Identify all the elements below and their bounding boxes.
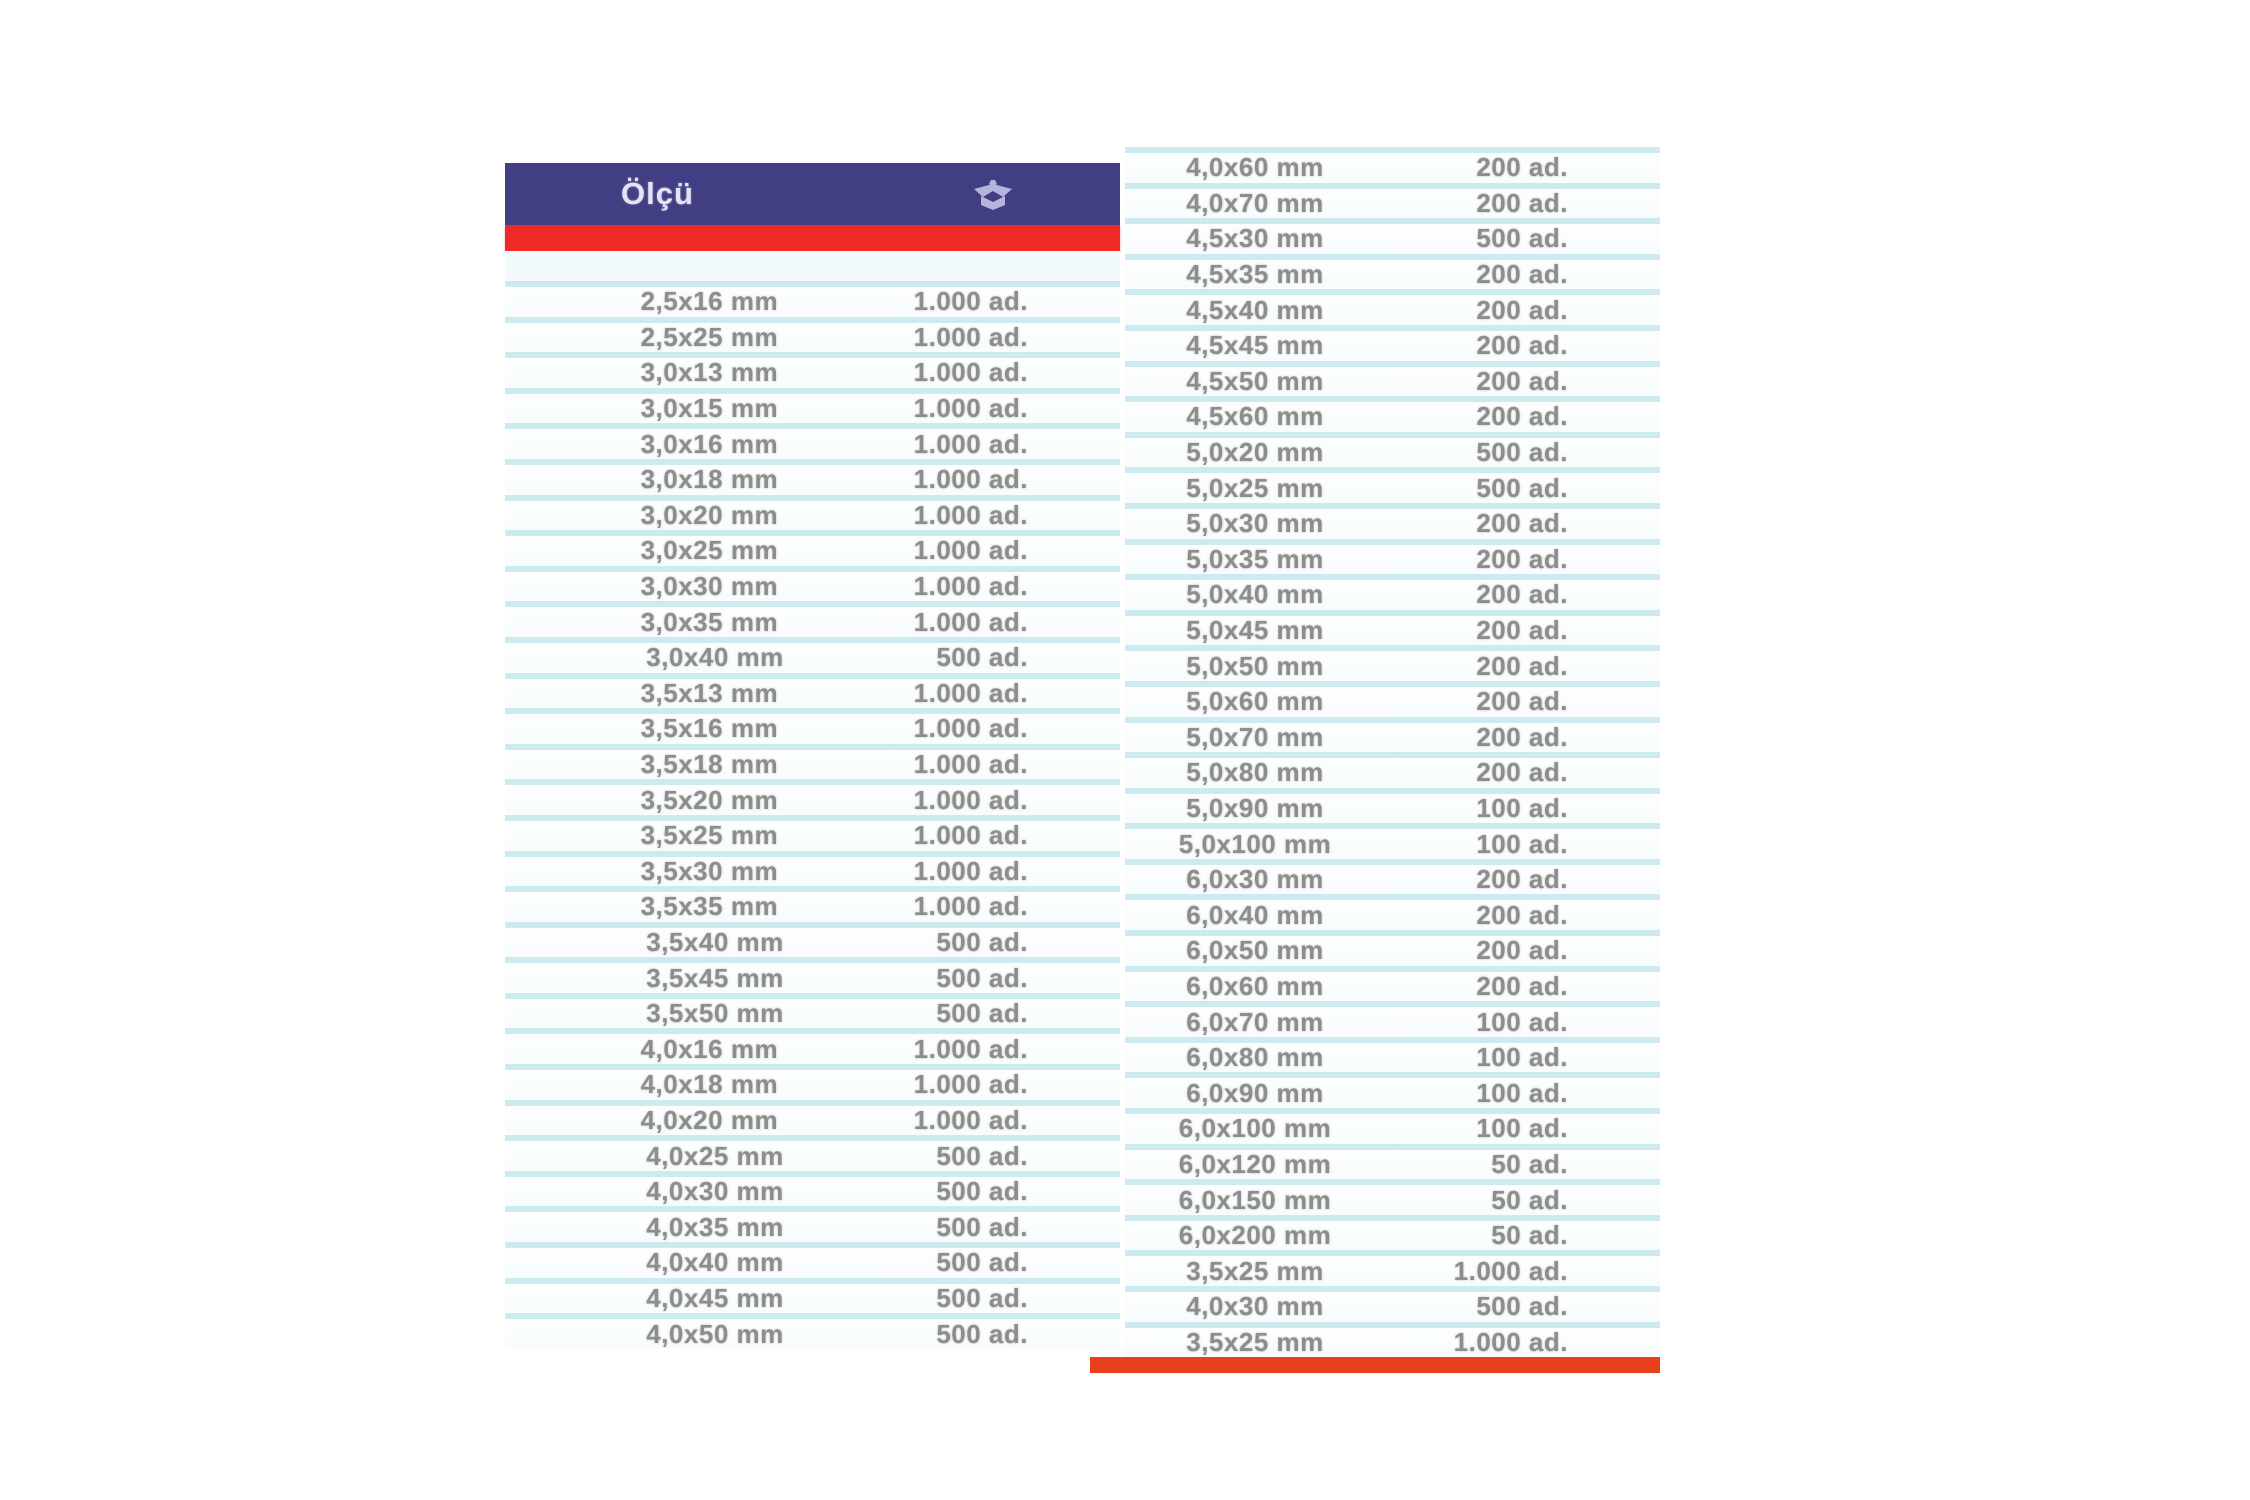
size-cell: 5,0x100 mm	[1178, 828, 1332, 859]
qty-cell: 1.000 ad.	[913, 535, 1028, 566]
table-row	[1125, 717, 1660, 753]
table-row	[505, 957, 1120, 993]
size-cell: 5,0x25 mm	[1186, 472, 1324, 503]
table-row	[1125, 361, 1660, 397]
table-row	[1125, 467, 1660, 503]
size-cell: 6,0x80 mm	[1186, 1042, 1324, 1073]
table-row	[1125, 1322, 1660, 1358]
qty-cell: 100 ad.	[1476, 1042, 1568, 1073]
size-cell: 3,5x25 mm	[1186, 1255, 1324, 1286]
bottom-accent-stripe	[1090, 1357, 1660, 1373]
size-cell: 3,0x15 mm	[640, 393, 779, 424]
qty-cell: 200 ad.	[1476, 650, 1568, 681]
table-row	[1125, 1001, 1660, 1037]
qty-cell: 200 ad.	[1476, 187, 1568, 218]
size-cell: 3,5x13 mm	[640, 677, 779, 708]
qty-cell: 200 ad.	[1476, 294, 1568, 325]
qty-cell: 200 ad.	[1476, 615, 1568, 646]
qty-cell: 50 ad.	[1491, 1220, 1568, 1251]
table-row	[505, 352, 1120, 388]
size-cell: 6,0x30 mm	[1186, 864, 1324, 895]
size-cell: 4,0x16 mm	[640, 1033, 779, 1064]
qty-cell: 1.000 ad.	[1453, 1326, 1568, 1357]
size-column-header: Ölçü	[621, 176, 694, 211]
qty-cell: 100 ad.	[1476, 1006, 1568, 1037]
size-cell: 3,0x18 mm	[640, 464, 779, 495]
size-cell: 5,0x90 mm	[1186, 792, 1324, 823]
qty-cell: 200 ad.	[1476, 508, 1568, 539]
qty-cell: 100 ad.	[1476, 1113, 1568, 1144]
size-cell: 3,0x30 mm	[640, 571, 779, 602]
size-cell: 3,5x18 mm	[640, 749, 779, 780]
table-row	[1125, 218, 1660, 254]
table-row	[505, 744, 1120, 780]
table-row	[1125, 432, 1660, 468]
table-row	[1125, 966, 1660, 1002]
size-cell: 3,0x13 mm	[640, 357, 779, 388]
qty-cell: 200 ad.	[1476, 686, 1568, 717]
table-row	[505, 1100, 1120, 1136]
table-row	[505, 459, 1120, 495]
size-cell: 6,0x40 mm	[1186, 899, 1324, 930]
size-cell: 5,0x45 mm	[1186, 615, 1324, 646]
qty-cell: 1.000 ad.	[913, 1069, 1028, 1100]
table-row	[1125, 894, 1660, 930]
table-row	[1125, 610, 1660, 646]
qty-cell: 500 ad.	[1476, 437, 1568, 468]
qty-cell: 500 ad.	[1476, 1291, 1568, 1322]
qty-cell: 200 ad.	[1476, 864, 1568, 895]
table-row	[505, 1028, 1120, 1064]
qty-cell: 1.000 ad.	[913, 891, 1028, 922]
qty-cell: 1.000 ad.	[913, 464, 1028, 495]
qty-cell: 200 ad.	[1476, 721, 1568, 752]
table-row	[505, 1242, 1120, 1278]
size-cell: 4,0x50 mm	[646, 1318, 784, 1349]
qty-cell: 500 ad.	[936, 642, 1028, 673]
table-row	[1125, 1286, 1660, 1322]
qty-cell: 1.000 ad.	[913, 677, 1028, 708]
size-cell: 4,0x70 mm	[1186, 187, 1324, 218]
qty-cell: 1.000 ad.	[913, 499, 1028, 530]
right-table-rows	[1125, 147, 1660, 1357]
size-cell: 3,0x35 mm	[640, 606, 779, 637]
size-cell: 4,0x30 mm	[646, 1176, 784, 1207]
table-row	[505, 779, 1120, 815]
qty-cell: 50 ad.	[1491, 1148, 1568, 1179]
table-row	[505, 317, 1120, 353]
table-row	[505, 851, 1120, 887]
table-row	[505, 601, 1120, 637]
header-accent-stripe	[505, 225, 1120, 251]
qty-cell: 1.000 ad.	[913, 286, 1028, 317]
qty-cell: 1.000 ad.	[913, 1104, 1028, 1135]
table-row	[505, 1313, 1120, 1349]
qty-cell: 1.000 ad.	[913, 606, 1028, 637]
qty-cell: 1.000 ad.	[913, 820, 1028, 851]
qty-cell: 500 ad.	[936, 1318, 1028, 1349]
qty-cell: 200 ad.	[1476, 899, 1568, 930]
size-cell: 3,5x40 mm	[646, 926, 784, 957]
table-row	[1125, 574, 1660, 610]
size-cell: 4,0x60 mm	[1186, 152, 1324, 183]
size-cell: 4,0x25 mm	[646, 1140, 784, 1171]
table-row	[1125, 1179, 1660, 1215]
size-cell: 4,0x30 mm	[1186, 1291, 1324, 1322]
qty-cell: 200 ad.	[1476, 935, 1568, 966]
qty-cell: 200 ad.	[1476, 259, 1568, 290]
table-row	[1125, 823, 1660, 859]
size-cell: 5,0x80 mm	[1186, 757, 1324, 788]
qty-cell: 200 ad.	[1476, 579, 1568, 610]
left-table-rows	[505, 251, 1120, 1349]
table-row	[1125, 1108, 1660, 1144]
qty-cell: 500 ad.	[936, 998, 1028, 1029]
size-table-right	[1125, 147, 1660, 1357]
table-row	[505, 708, 1120, 744]
size-cell: 2,5x16 mm	[640, 286, 779, 317]
qty-cell: 200 ad.	[1476, 970, 1568, 1001]
size-cell: 5,0x35 mm	[1186, 543, 1324, 574]
table-row	[1125, 859, 1660, 895]
qty-cell: 500 ad.	[936, 1211, 1028, 1242]
qty-cell: 200 ad.	[1476, 152, 1568, 183]
table-row	[505, 993, 1120, 1029]
table-row	[1125, 752, 1660, 788]
size-cell: 4,0x35 mm	[646, 1211, 784, 1242]
qty-cell: 200 ad.	[1476, 543, 1568, 574]
package-icon	[967, 178, 1019, 212]
size-cell: 3,0x25 mm	[640, 535, 779, 566]
size-cell: 5,0x20 mm	[1186, 437, 1324, 468]
qty-cell: 500 ad.	[1476, 223, 1568, 254]
size-cell: 2,5x25 mm	[640, 321, 779, 352]
size-cell: 5,0x70 mm	[1186, 721, 1324, 752]
table-row	[1125, 1072, 1660, 1108]
qty-cell: 500 ad.	[936, 1247, 1028, 1278]
size-cell: 5,0x50 mm	[1186, 650, 1324, 681]
table-row	[1125, 503, 1660, 539]
qty-cell: 1.000 ad.	[913, 393, 1028, 424]
size-cell: 3,0x16 mm	[640, 428, 779, 459]
table-row	[505, 388, 1120, 424]
qty-cell: 50 ad.	[1491, 1184, 1568, 1215]
size-cell: 6,0x60 mm	[1186, 970, 1324, 1001]
qty-cell: 1.000 ad.	[913, 855, 1028, 886]
qty-cell: 200 ad.	[1476, 330, 1568, 361]
table-row	[505, 815, 1120, 851]
size-cell: 3,5x35 mm	[640, 891, 779, 922]
size-cell: 3,5x25 mm	[1186, 1326, 1324, 1357]
size-cell: 4,5x30 mm	[1186, 223, 1324, 254]
qty-cell: 500 ad.	[936, 1140, 1028, 1171]
size-cell: 6,0x90 mm	[1186, 1077, 1324, 1108]
size-cell: 5,0x40 mm	[1186, 579, 1324, 610]
size-cell: 4,5x50 mm	[1186, 365, 1324, 396]
qty-cell: 1.000 ad.	[913, 1033, 1028, 1064]
qty-cell: 500 ad.	[936, 962, 1028, 993]
qty-cell: 1.000 ad.	[913, 428, 1028, 459]
size-cell: 6,0x100 mm	[1178, 1113, 1332, 1144]
table-row	[505, 566, 1120, 602]
size-cell: 6,0x200 mm	[1178, 1220, 1332, 1251]
table-row	[505, 423, 1120, 459]
table-row	[1125, 1250, 1660, 1286]
table-row	[1125, 539, 1660, 575]
qty-cell: 500 ad.	[936, 926, 1028, 957]
qty-cell: 200 ad.	[1476, 757, 1568, 788]
table-row	[1125, 289, 1660, 325]
table-header	[505, 163, 1120, 225]
qty-cell: 100 ad.	[1476, 1077, 1568, 1108]
size-cell: 4,0x20 mm	[640, 1104, 779, 1135]
size-cell: 6,0x150 mm	[1178, 1184, 1332, 1215]
table-row	[1125, 788, 1660, 824]
size-cell: 4,0x45 mm	[646, 1282, 784, 1313]
size-cell: 6,0x50 mm	[1186, 935, 1324, 966]
table-row	[505, 886, 1120, 922]
qty-cell: 1.000 ad.	[913, 321, 1028, 352]
qty-cell: 100 ad.	[1476, 828, 1568, 859]
table-row	[505, 922, 1120, 958]
size-cell: 3,0x20 mm	[640, 499, 779, 530]
table-row	[505, 1206, 1120, 1242]
table-row	[505, 1135, 1120, 1171]
size-cell: 6,0x70 mm	[1186, 1006, 1324, 1037]
qty-cell: 500 ad.	[936, 1282, 1028, 1313]
qty-cell: 1.000 ad.	[913, 713, 1028, 744]
qty-cell: 500 ad.	[1476, 472, 1568, 503]
table-row	[505, 1278, 1120, 1314]
table-row	[505, 530, 1120, 566]
table-row	[1125, 1215, 1660, 1251]
table-row	[1125, 1037, 1660, 1073]
table-row	[505, 673, 1120, 709]
table-row	[1125, 1144, 1660, 1180]
qty-cell: 1.000 ad.	[913, 784, 1028, 815]
qty-cell: 100 ad.	[1476, 792, 1568, 823]
size-cell: 3,0x40 mm	[646, 642, 784, 673]
qty-cell: 200 ad.	[1476, 401, 1568, 432]
size-cell: 4,0x40 mm	[646, 1247, 784, 1278]
table-row	[1125, 681, 1660, 717]
table-row	[505, 495, 1120, 531]
size-cell: 5,0x30 mm	[1186, 508, 1324, 539]
size-table-left	[505, 163, 1120, 1349]
qty-cell: 1.000 ad.	[913, 357, 1028, 388]
table-row	[505, 637, 1120, 673]
qty-cell: 1.000 ad.	[1453, 1255, 1568, 1286]
table-row	[505, 281, 1120, 317]
table-row	[1125, 396, 1660, 432]
table-row	[505, 1171, 1120, 1207]
qty-cell: 1.000 ad.	[913, 571, 1028, 602]
size-cell: 4,0x18 mm	[640, 1069, 779, 1100]
size-cell: 3,5x20 mm	[640, 784, 779, 815]
table-row	[1125, 254, 1660, 290]
table-row	[1125, 183, 1660, 219]
size-cell: 3,5x45 mm	[646, 962, 784, 993]
size-cell: 4,5x35 mm	[1186, 259, 1324, 290]
size-cell: 4,5x60 mm	[1186, 401, 1324, 432]
table-row	[1125, 325, 1660, 361]
table-row	[1125, 645, 1660, 681]
size-cell: 3,5x30 mm	[640, 855, 779, 886]
size-cell: 3,5x50 mm	[646, 998, 784, 1029]
size-cell: 4,5x45 mm	[1186, 330, 1324, 361]
table-row	[1125, 930, 1660, 966]
qty-cell: 500 ad.	[936, 1176, 1028, 1207]
size-cell: 3,5x25 mm	[640, 820, 779, 851]
qty-cell: 1.000 ad.	[913, 749, 1028, 780]
table-row	[1125, 147, 1660, 183]
size-cell: 4,5x40 mm	[1186, 294, 1324, 325]
size-cell: 5,0x60 mm	[1186, 686, 1324, 717]
size-cell: 3,5x16 mm	[640, 713, 779, 744]
size-cell: 6,0x120 mm	[1178, 1148, 1332, 1179]
table-row	[505, 1064, 1120, 1100]
qty-cell: 200 ad.	[1476, 365, 1568, 396]
